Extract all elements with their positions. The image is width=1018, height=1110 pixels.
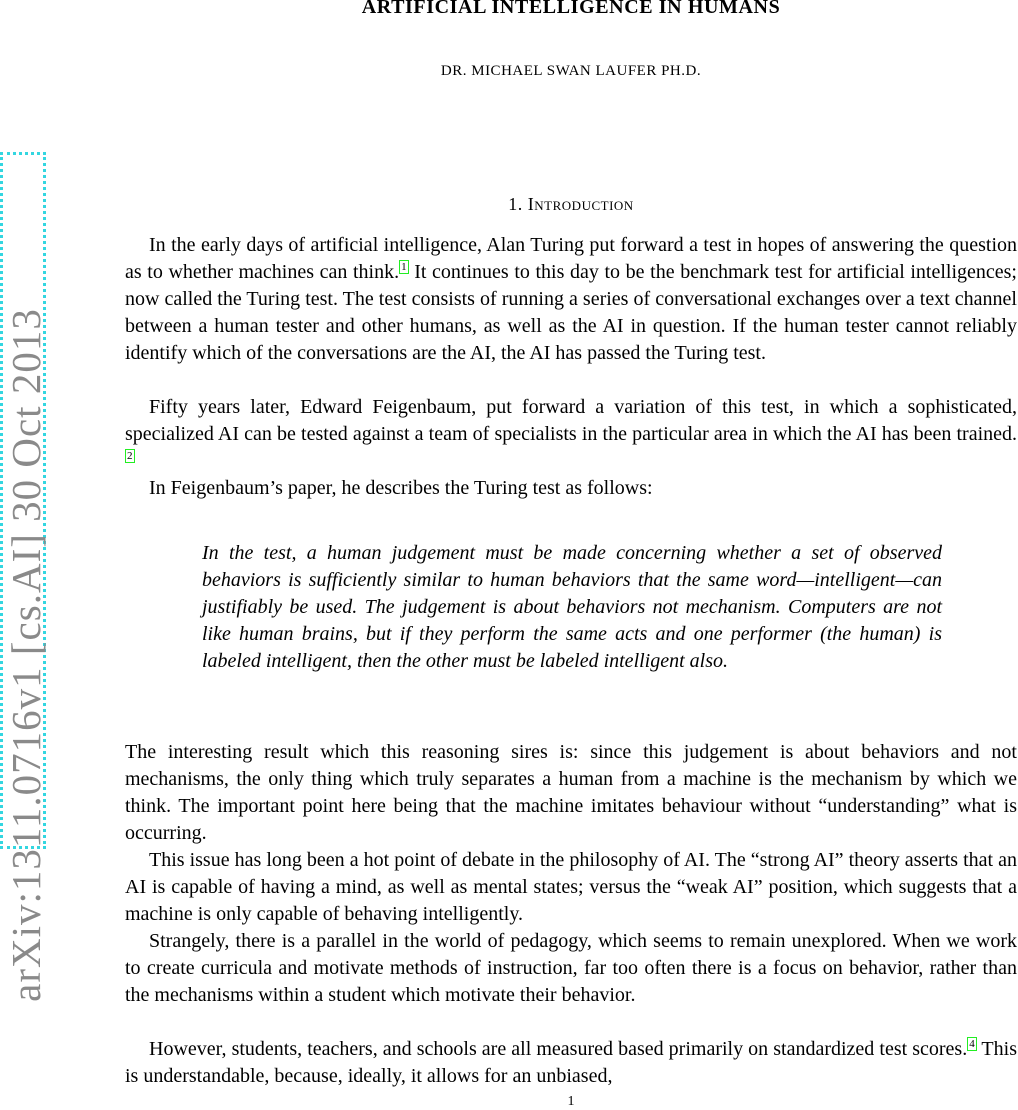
arxiv-identifier-link[interactable] bbox=[0, 152, 49, 1002]
arxiv-identifier: arXiv:1311.0716v1 [cs.AI] 30 Oct 2013 bbox=[3, 308, 49, 1002]
paragraph-1-text-a: In the early days of artificial intelligence, Alan Turing put forward a test in hopes of answering the question as to whether machines can think. bbox=[125, 234, 1017, 283]
section-heading bbox=[125, 194, 1017, 215]
paragraph-4: The interesting result which this reasoning sires is: since this judgement is about behaviors and not mechanisms, the only thing which truly separates a human from a machine is the mechanism by which we think. The important point here being that the machine imitates behaviour without “understanding” what is occurring. bbox=[125, 741, 1017, 844]
block-quote: In the test, a human judgement must be made concerning whether a set of observed behaviors is sufficiently similar to human behaviors that the same word—intelligent—can justifiably be used. The judgement is about behaviors not mechanism. Computers are not like human brains, but if they perform the same acts and one performer (the human) is labeled intelligent, then the other must be labeled intelligent also. bbox=[202, 542, 942, 672]
paragraph-1-text-b: It continues to this day to be the benchmark test for artificial intelligences; now called the Turing test. The test consists of running a series of conversational exchanges over a text channel between a human tester and other humans, as well as the AI in question. If the human tester cannot reliably identify which of the conversations are the AI, the AI has passed the Turing test. bbox=[125, 261, 1017, 364]
section-title: Introduction bbox=[527, 194, 634, 214]
footnote-ref-2[interactable]: 2 bbox=[127, 450, 133, 462]
paragraph-3: In Feigenbaum’s paper, he describes the Turing test as follows: bbox=[149, 477, 653, 499]
paragraph-7-text-b: This is understandable, because, ideally, it allows for an unbiased, bbox=[125, 1038, 1017, 1087]
page-number: 1 bbox=[567, 1094, 575, 1109]
section-number: 1. bbox=[508, 194, 523, 214]
paragraph-7 bbox=[125, 1036, 1017, 1090]
paragraph-2 bbox=[125, 394, 1017, 475]
paper-title: ARTIFICIAL INTELLIGENCE IN HUMANS bbox=[361, 0, 781, 18]
footnote-ref-1[interactable]: 1 bbox=[401, 261, 407, 273]
paragraph-5: This issue has long been a hot point of debate in the philosophy of AI. The “strong AI” theory asserts that an AI is capable of having a mind, as well as mental states; versus the “weak AI” position, which suggests that a machine is only capable of behaving intelligently. bbox=[125, 849, 1017, 925]
paragraph-7-text-a: However, students, teachers, and schools are all measured based primarily on standardized test scores. bbox=[149, 1038, 968, 1060]
paper-author: DR. MICHAEL SWAN LAUFER PH.D. bbox=[440, 63, 702, 79]
paragraph-6: Strangely, there is a parallel in the world of pedagogy, which seems to remain unexplored. When we work to create curricula and motivate methods of instruction, far too often there is a focus on behavior, rather than the mechanisms within a student which motivate their behavior. bbox=[125, 930, 1017, 1006]
paragraph-1 bbox=[125, 232, 1017, 367]
paragraph-2-text: Fifty years later, Edward Feigenbaum, put forward a variation of this test, in which a sophisticated, specialized AI can be tested against a team of specialists in the particular area in which the AI has been trained. bbox=[125, 396, 1017, 445]
footnote-ref-4[interactable]: 4 bbox=[969, 1038, 975, 1050]
